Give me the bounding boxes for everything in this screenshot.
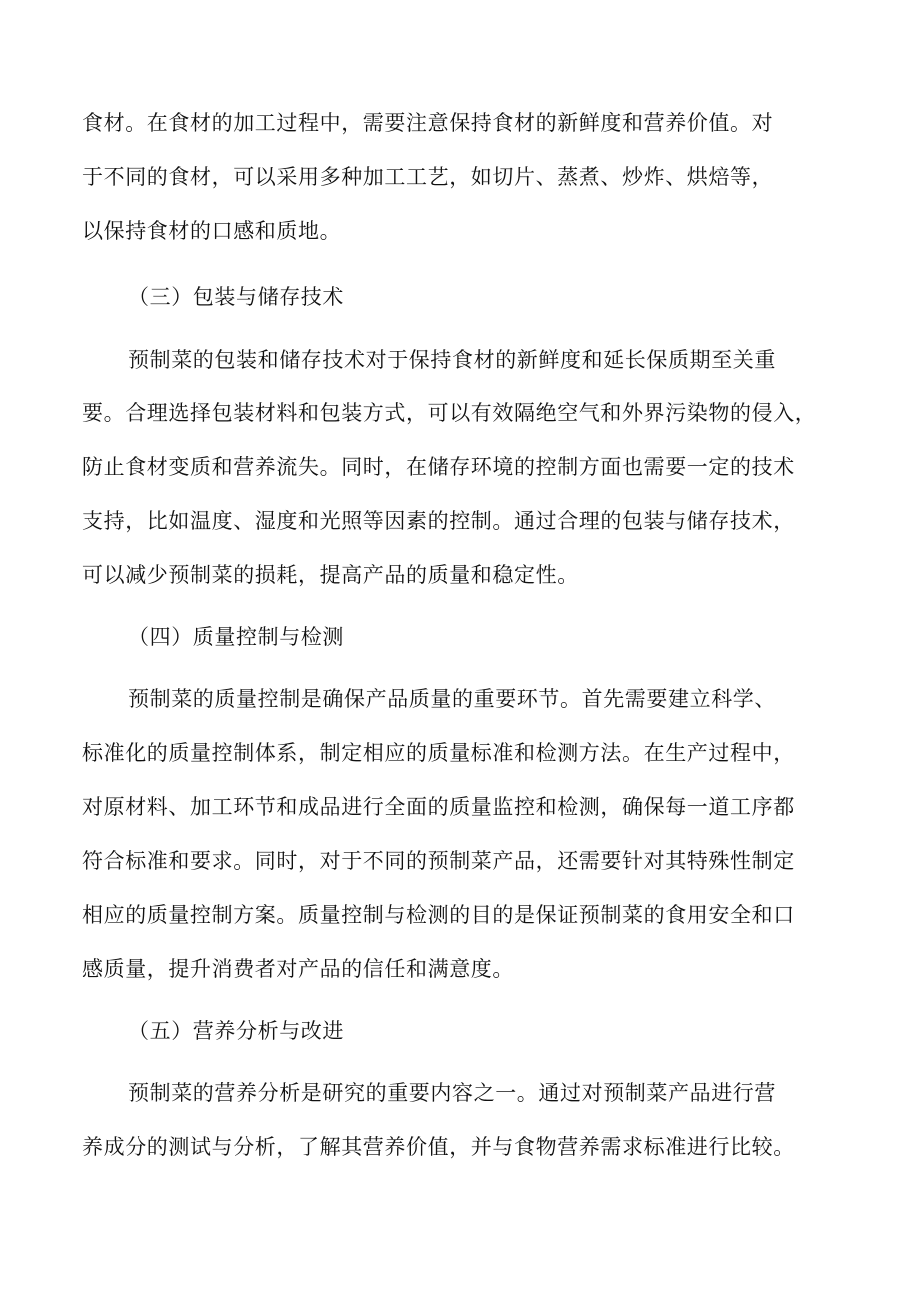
- paragraph-line: 标准化的质量控制体系，制定相应的质量标准和检测方法。在生产过程中，: [82, 741, 795, 765]
- section-heading-5: （五）营养分析与改进: [128, 1019, 344, 1043]
- paragraph-line: 相应的质量控制方案。质量控制与检测的目的是保证预制菜的食用安全和口: [82, 903, 795, 927]
- paragraph-line: 于不同的食材，可以采用多种加工工艺，如切片、蒸煮、炒炸、烘焙等，: [82, 165, 774, 189]
- paragraph-line: 要。合理选择包装材料和包装方式，可以有效隔绝空气和外界污染物的侵入，: [82, 401, 817, 425]
- section-heading-4: （四）质量控制与检测: [128, 625, 344, 649]
- paragraph-line: 预制菜的包装和储存技术对于保持食材的新鲜度和延长保质期至关重: [128, 348, 776, 372]
- paragraph-line: 食材。在食材的加工过程中，需要注意保持食材的新鲜度和营养价值。对: [82, 111, 774, 135]
- paragraph-line: 预制菜的质量控制是确保产品质量的重要环节。首先需要建立科学、: [128, 687, 776, 711]
- paragraph-line: 支持，比如温度、湿度和光照等因素的控制。通过合理的包装与储存技术，: [82, 509, 795, 533]
- paragraph-line: 对原材料、加工环节和成品进行全面的质量监控和检测，确保每一道工序都: [82, 795, 795, 819]
- paragraph-line: 防止食材变质和营养流失。同时，在储存环境的控制方面也需要一定的技术: [82, 455, 795, 479]
- paragraph-line: 预制菜的营养分析是研究的重要内容之一。通过对预制菜产品进行营: [128, 1081, 776, 1105]
- section-heading-3: （三）包装与储存技术: [128, 285, 344, 309]
- paragraph-line: 养成分的测试与分析，了解其营养价值，并与食物营养需求标准进行比较。: [82, 1135, 795, 1159]
- paragraph-line: 符合标准和要求。同时，对于不同的预制菜产品，还需要针对其特殊性制定: [82, 849, 795, 873]
- paragraph-line: 可以减少预制菜的损耗，提高产品的质量和稳定性。: [82, 563, 579, 587]
- paragraph-line: 以保持食材的口感和质地。: [82, 219, 342, 243]
- paragraph-line: 感质量，提升消费者对产品的信任和满意度。: [82, 957, 514, 981]
